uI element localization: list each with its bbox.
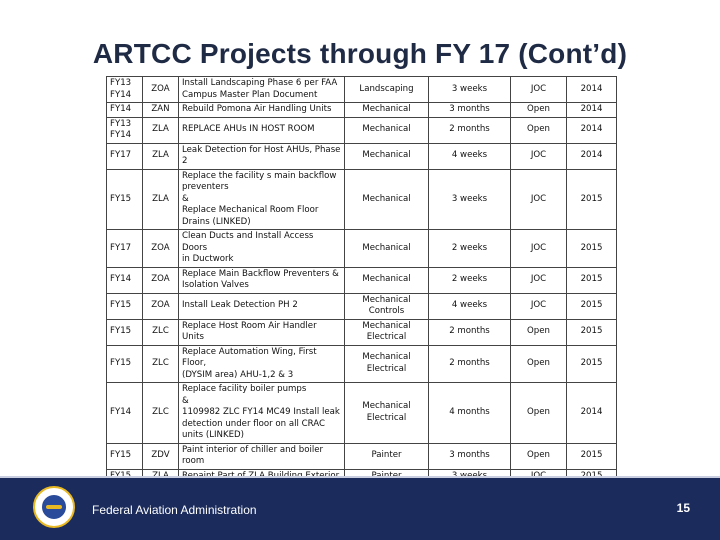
table-cell-fac: ZLC: [143, 345, 179, 383]
table-cell-dur: 2 weeks: [429, 230, 511, 268]
table-cell-type: Mechanical: [345, 117, 429, 143]
table-row: [107, 443, 617, 469]
table-cell-year: 2014: [567, 143, 617, 169]
table-cell-status: JOC: [511, 230, 567, 268]
table-cell-desc: Replace Main Backflow Preventers & Isolation Valves: [179, 267, 345, 293]
table-cell-fy: FY15: [107, 443, 143, 469]
table-cell-type: Painter: [345, 443, 429, 469]
table-cell-desc: Replace Automation Wing, First Floor, (DYSIM area) AHU-1,2 & 3: [179, 345, 345, 383]
table-cell-fac: ZLA: [143, 143, 179, 169]
table-cell-status: Open: [511, 345, 567, 383]
table-cell-year: 2014: [567, 103, 617, 118]
table-cell-type: Mechanical: [345, 169, 429, 230]
table-cell-desc: REPLACE AHUs IN HOST ROOM: [179, 117, 345, 143]
table-cell-year: 2014: [567, 383, 617, 444]
table-cell-year: 2015: [567, 345, 617, 383]
table-cell-year: 2015: [567, 319, 617, 345]
table-cell-fac: ZLA: [143, 117, 179, 143]
table-cell-year: 2015: [567, 169, 617, 230]
table-cell-dur: 4 months: [429, 383, 511, 444]
table-row: [107, 319, 617, 345]
projects-table-container: [106, 76, 616, 466]
page-number: 15: [676, 501, 690, 515]
table-cell-fac: ZLC: [143, 319, 179, 345]
table-cell-fy: FY14: [107, 267, 143, 293]
table-cell-fac: ZOA: [143, 267, 179, 293]
table-cell-fy: FY14: [107, 103, 143, 118]
seal-wing-icon: [46, 505, 62, 509]
table-cell-status: Open: [511, 103, 567, 118]
table-cell-type: Landscaping: [345, 77, 429, 103]
table-cell-desc: Replace the facility s main backflow preventers & Replace Mechanical Room Floor Drains (LINKED): [179, 169, 345, 230]
table-cell-fy: FY15: [107, 293, 143, 319]
table-cell-desc: Install Leak Detection PH 2: [179, 293, 345, 319]
table-row: [107, 383, 617, 444]
table-cell-dur: 3 months: [429, 103, 511, 118]
table-cell-desc: Leak Detection for Host AHUs, Phase 2: [179, 143, 345, 169]
footer-divider: [0, 476, 720, 478]
table-cell-dur: 4 weeks: [429, 293, 511, 319]
table-cell-status: Open: [511, 117, 567, 143]
seal-emblem: [41, 494, 67, 520]
faa-seal-logo: [33, 486, 75, 528]
table-cell-year: 2015: [567, 230, 617, 268]
table-cell-desc: Rebuild Pomona Air Handling Units: [179, 103, 345, 118]
projects-table: [106, 76, 617, 484]
table-cell-dur: 4 weeks: [429, 143, 511, 169]
table-cell-fac: ZOA: [143, 77, 179, 103]
table-row: [107, 345, 617, 383]
table-cell-fy: FY15: [107, 169, 143, 230]
table-cell-type: Mechanical Electrical: [345, 383, 429, 444]
table-cell-fy: FY13 FY14: [107, 77, 143, 103]
projects-table-body: [107, 77, 617, 484]
table-cell-year: 2014: [567, 117, 617, 143]
table-cell-status: Open: [511, 319, 567, 345]
table-cell-type: Mechanical: [345, 230, 429, 268]
table-cell-dur: 2 months: [429, 345, 511, 383]
table-cell-status: Open: [511, 443, 567, 469]
table-cell-dur: 2 months: [429, 117, 511, 143]
table-cell-year: 2015: [567, 443, 617, 469]
table-row: [107, 117, 617, 143]
table-cell-desc: Paint interior of chiller and boiler room: [179, 443, 345, 469]
table-cell-fy: FY13 FY14: [107, 117, 143, 143]
table-cell-dur: 3 weeks: [429, 169, 511, 230]
table-cell-desc: Install Landscaping Phase 6 per FAA Campus Master Plan Document: [179, 77, 345, 103]
table-row: [107, 143, 617, 169]
table-cell-fac: ZOA: [143, 230, 179, 268]
table-cell-year: 2015: [567, 267, 617, 293]
table-cell-fac: ZOA: [143, 293, 179, 319]
table-cell-fy: FY17: [107, 143, 143, 169]
table-cell-status: Open: [511, 383, 567, 444]
table-row: [107, 293, 617, 319]
table-row: [107, 77, 617, 103]
table-cell-fac: ZLC: [143, 383, 179, 444]
table-row: [107, 103, 617, 118]
table-cell-desc: Clean Ducts and Install Access Doors in Ductwork: [179, 230, 345, 268]
footer-agency-name: Federal Aviation Administration: [92, 503, 257, 517]
table-cell-type: Mechanical Electrical: [345, 319, 429, 345]
table-cell-fy: FY14: [107, 383, 143, 444]
table-cell-dur: 2 weeks: [429, 267, 511, 293]
table-cell-year: 2015: [567, 293, 617, 319]
slide-title: ARTCC Projects through FY 17 (Cont’d): [92, 38, 628, 69]
table-cell-status: JOC: [511, 169, 567, 230]
table-cell-desc: Replace facility boiler pumps & 1109982 ZLC FY14 MC49 Install leak detection under floor on all CRAC units (LINKED): [179, 383, 345, 444]
table-cell-desc: Replace Host Room Air Handler Units: [179, 319, 345, 345]
table-cell-dur: 2 months: [429, 319, 511, 345]
table-cell-dur: 3 months: [429, 443, 511, 469]
table-cell-status: JOC: [511, 267, 567, 293]
table-cell-status: JOC: [511, 143, 567, 169]
table-row: [107, 267, 617, 293]
table-cell-year: 2014: [567, 77, 617, 103]
table-cell-type: Mechanical Controls: [345, 293, 429, 319]
table-cell-fy: FY15: [107, 319, 143, 345]
table-cell-fac: ZDV: [143, 443, 179, 469]
table-cell-type: Mechanical: [345, 103, 429, 118]
table-cell-type: Mechanical: [345, 267, 429, 293]
table-cell-fac: ZAN: [143, 103, 179, 118]
table-row: [107, 169, 617, 230]
table-cell-status: JOC: [511, 77, 567, 103]
table-cell-fy: FY15: [107, 345, 143, 383]
table-cell-dur: 3 weeks: [429, 77, 511, 103]
table-cell-type: Mechanical Electrical: [345, 345, 429, 383]
table-cell-fac: ZLA: [143, 169, 179, 230]
table-cell-fy: FY17: [107, 230, 143, 268]
table-row: [107, 230, 617, 268]
table-cell-type: Mechanical: [345, 143, 429, 169]
table-cell-status: JOC: [511, 293, 567, 319]
